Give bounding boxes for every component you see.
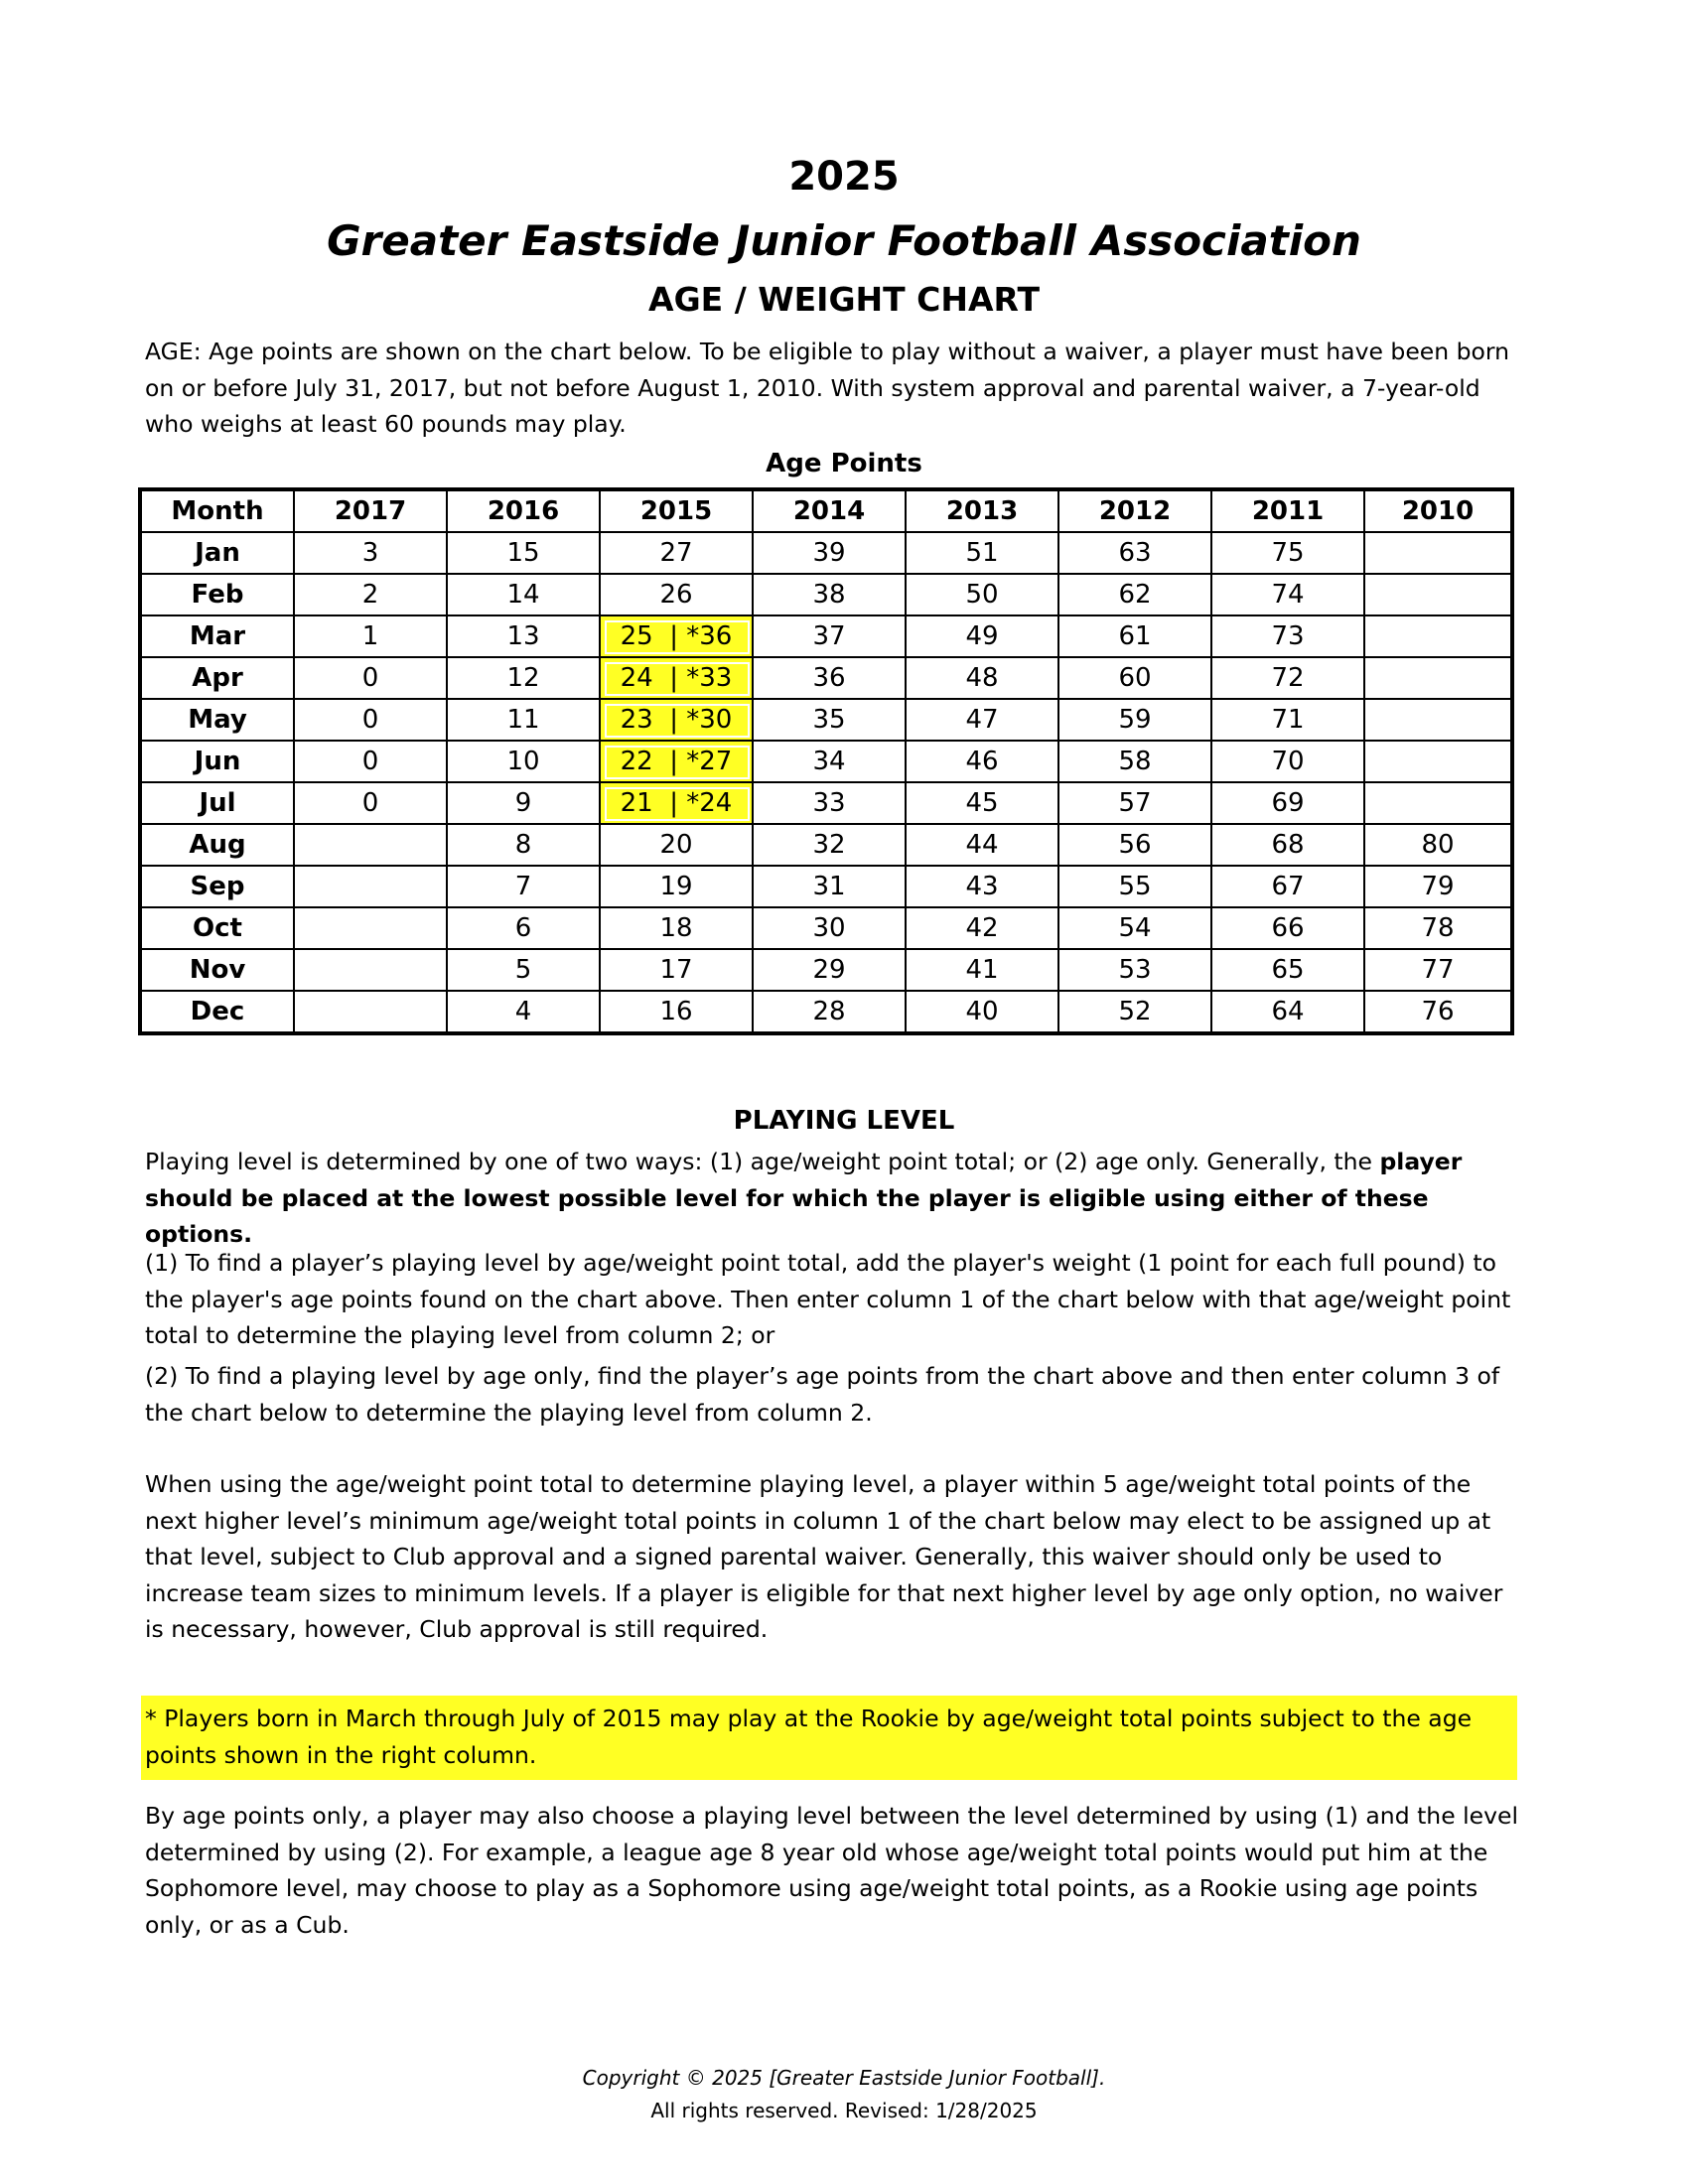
age-points-cell (1365, 616, 1510, 658)
age-points-cell: 14 (448, 575, 601, 616)
table-row (142, 658, 1510, 700)
age-points-cell: 59 (1059, 700, 1212, 742)
age-points-cell: 39 (754, 533, 907, 575)
table-header-row (142, 491, 1510, 533)
table-row (142, 825, 1510, 867)
age-points-cell: 1 (295, 616, 448, 658)
age-points-cell: 49 (907, 616, 1059, 658)
age-points-cell: 53 (1059, 950, 1212, 992)
age-points-cell: 61 (1059, 616, 1212, 658)
copyright-line: Copyright © 2025 [Greater Eastside Junior Football]. (582, 2066, 1106, 2090)
age-points-cell (1365, 533, 1510, 575)
age-points-cell: 38 (754, 575, 907, 616)
age-points-cell: 27 (601, 533, 754, 575)
age-points-cell: 13 (448, 616, 601, 658)
highlighted-note: * Players born in March through July of 2015 may play at the Rookie by age/weight total points subject to the age points shown in the right column. (141, 1696, 1517, 1780)
age-points-cell: 18 (601, 908, 754, 950)
age-points-cell: 7 (448, 867, 601, 908)
age-points-cell: 10 (448, 742, 601, 783)
age-points-cell: 50 (907, 575, 1059, 616)
playing-level-intro (145, 1144, 1525, 1253)
age-points-cell: 75 (1212, 533, 1365, 575)
age-points-cell: 0 (295, 742, 448, 783)
age-points-cell: 32 (754, 825, 907, 867)
age-points-cell: 5 (448, 950, 601, 992)
age-points-cell: 29 (754, 950, 907, 992)
example-paragraph: By age points only, a player may also choose a playing level between the level determined by using (1) and the level determined by using (2). For example, a league age 8 year old whose age/weight total points would put him at the Sophomore level, may choose to play as a Sophomore using age/weight total points, as a Rookie using age points only, or as a Cub. (145, 1802, 1519, 1939)
column-header: Month (142, 491, 295, 533)
table-row (142, 783, 1510, 825)
month-cell: May (142, 700, 295, 742)
age-points-cell: 68 (1212, 825, 1365, 867)
age-points-cell: 63 (1059, 533, 1212, 575)
age-points-cell (295, 867, 448, 908)
age-points-cell (295, 825, 448, 867)
age-points-cell: 33 (754, 783, 907, 825)
age-points-cell: 8 (448, 825, 601, 867)
age-points-cell: 80 (1365, 825, 1510, 867)
age-points-cell: 35 (754, 700, 907, 742)
age-points-cell: 37 (754, 616, 907, 658)
column-header: 2014 (754, 491, 907, 533)
table-row (142, 908, 1510, 950)
age-points-cell (1365, 742, 1510, 783)
option-2-paragraph: (2) To find a playing level by age only, find the player’s age points from the chart above and then enter column 3 of the chart below to determine the playing level from column 2. (145, 1362, 1500, 1427)
age-points-cell: 51 (907, 533, 1059, 575)
column-header: 2013 (907, 491, 1059, 533)
age-points-cell: 77 (1365, 950, 1510, 992)
age-points-cell: 65 (1212, 950, 1365, 992)
month-cell: Nov (142, 950, 295, 992)
age-points-cell: 45 (907, 783, 1059, 825)
age-points-cell: 0 (295, 658, 448, 700)
age-points-cell: 2 (295, 575, 448, 616)
age-points-cell: 44 (907, 825, 1059, 867)
age-points-cell: 43 (907, 867, 1059, 908)
age-points-cell: 71 (1212, 700, 1365, 742)
age-points-cell: 48 (907, 658, 1059, 700)
age-points-cell: 16 (601, 992, 754, 1031)
column-header: 2012 (1059, 491, 1212, 533)
age-points-cell (1365, 700, 1510, 742)
age-points-cell: 11 (448, 700, 601, 742)
age-points-cell: 36 (754, 658, 907, 700)
age-points-cell: 19 (601, 867, 754, 908)
age-points-cell: 54 (1059, 908, 1212, 950)
age-points-cell: 56 (1059, 825, 1212, 867)
playing-level-intro-bold: player should be placed at the lowest possible level for which the player is eligible using either of these options. (145, 1148, 1463, 1248)
table-row (142, 575, 1510, 616)
table-row (142, 992, 1510, 1031)
age-points-cell: 30 (754, 908, 907, 950)
age-points-table (138, 487, 1514, 1035)
age-points-cell: 47 (907, 700, 1059, 742)
age-points-cell: 6 (448, 908, 601, 950)
age-points-cell: 62 (1059, 575, 1212, 616)
month-cell: Mar (142, 616, 295, 658)
waiver-paragraph: When using the age/weight point total to determine playing level, a player within 5 age/weight total points of the next higher level’s minimum age/weight total points in column 1 of the chart below may elect to be assigned up at that level, subject to Club approval and a signed parental waiver. Generally, this waiver should only be used to increase team sizes to minimum levels. If a player is eligible for that next higher level by age only option, no waiver is necessary, however, Club approval is still required. (145, 1470, 1503, 1643)
age-points-cell: 3 (295, 533, 448, 575)
age-points-title: Age Points (766, 449, 922, 478)
age-points-cell: 55 (1059, 867, 1212, 908)
month-cell: Oct (142, 908, 295, 950)
age-points-cell: 66 (1212, 908, 1365, 950)
column-header: 2010 (1365, 491, 1510, 533)
table-row (142, 950, 1510, 992)
organization-title: Greater Eastside Junior Football Association (327, 216, 1361, 265)
column-header: 2016 (448, 491, 601, 533)
age-points-cell: 20 (601, 825, 754, 867)
age-points-cell (1365, 575, 1510, 616)
age-points-cell: 24 | *33 (601, 658, 754, 700)
age-points-cell: 58 (1059, 742, 1212, 783)
table-row (142, 616, 1510, 658)
month-cell: Aug (142, 825, 295, 867)
age-points-cell: 79 (1365, 867, 1510, 908)
age-points-cell: 26 (601, 575, 754, 616)
age-points-cell: 9 (448, 783, 601, 825)
age-points-cell: 78 (1365, 908, 1510, 950)
age-points-cell: 4 (448, 992, 601, 1031)
age-points-cell: 0 (295, 783, 448, 825)
age-points-cell: 52 (1059, 992, 1212, 1031)
age-points-cell: 42 (907, 908, 1059, 950)
age-points-cell: 0 (295, 700, 448, 742)
age-points-cell: 60 (1059, 658, 1212, 700)
table-row (142, 533, 1510, 575)
month-cell: Sep (142, 867, 295, 908)
age-points-cell: 23 | *30 (601, 700, 754, 742)
age-paragraph: AGE: Age points are shown on the chart below. To be eligible to play without a waiver, a player must have been born on or before July 31, 2017, but not before August 1, 2010. With system approval and parental waiver, a 7-year-old who weighs at least 60 pounds may play. (145, 338, 1510, 438)
age-points-cell (1365, 783, 1510, 825)
table-row (142, 700, 1510, 742)
chart-subtitle: AGE / WEIGHT CHART (648, 280, 1040, 319)
age-points-cell: 40 (907, 992, 1059, 1031)
age-points-cell: 76 (1365, 992, 1510, 1031)
age-points-cell: 12 (448, 658, 601, 700)
month-cell: Jan (142, 533, 295, 575)
table-row (142, 742, 1510, 783)
age-points-cell (295, 992, 448, 1031)
age-points-cell: 72 (1212, 658, 1365, 700)
age-points-cell: 46 (907, 742, 1059, 783)
column-header: 2017 (295, 491, 448, 533)
age-points-cell: 74 (1212, 575, 1365, 616)
age-points-cell: 57 (1059, 783, 1212, 825)
age-points-cell: 31 (754, 867, 907, 908)
age-points-cell: 69 (1212, 783, 1365, 825)
column-header: 2015 (601, 491, 754, 533)
age-points-cell: 22 | *27 (601, 742, 754, 783)
age-points-cell: 41 (907, 950, 1059, 992)
age-points-cell: 34 (754, 742, 907, 783)
month-cell: Apr (142, 658, 295, 700)
age-points-cell: 67 (1212, 867, 1365, 908)
age-points-cell: 15 (448, 533, 601, 575)
playing-level-title: PLAYING LEVEL (733, 1106, 955, 1136)
table-row (142, 867, 1510, 908)
age-points-cell: 73 (1212, 616, 1365, 658)
month-cell: Jun (142, 742, 295, 783)
document-year: 2025 (788, 154, 900, 200)
playing-level-intro-text: Playing level is determined by one of two ways: (1) age/weight point total; or (2) age only. Generally, the (145, 1148, 1380, 1175)
column-header: 2011 (1212, 491, 1365, 533)
age-points-cell (295, 950, 448, 992)
age-points-cell: 28 (754, 992, 907, 1031)
age-points-cell: 25 | *36 (601, 616, 754, 658)
age-points-cell: 70 (1212, 742, 1365, 783)
rights-line: All rights reserved. Revised: 1/28/2025 (650, 2099, 1038, 2122)
age-points-cell: 21 | *24 (601, 783, 754, 825)
month-cell: Dec (142, 992, 295, 1031)
option-1-paragraph: (1) To find a player’s playing level by age/weight point total, add the player's weight (1 point for each full pound) to the player's age points found on the chart above. Then enter column 1 of the chart below with that age/weight point total to determine the playing level from column 2; or (145, 1249, 1511, 1349)
age-points-cell (1365, 658, 1510, 700)
month-cell: Feb (142, 575, 295, 616)
age-points-cell: 64 (1212, 992, 1365, 1031)
month-cell: Jul (142, 783, 295, 825)
age-points-cell (295, 908, 448, 950)
age-points-cell: 17 (601, 950, 754, 992)
